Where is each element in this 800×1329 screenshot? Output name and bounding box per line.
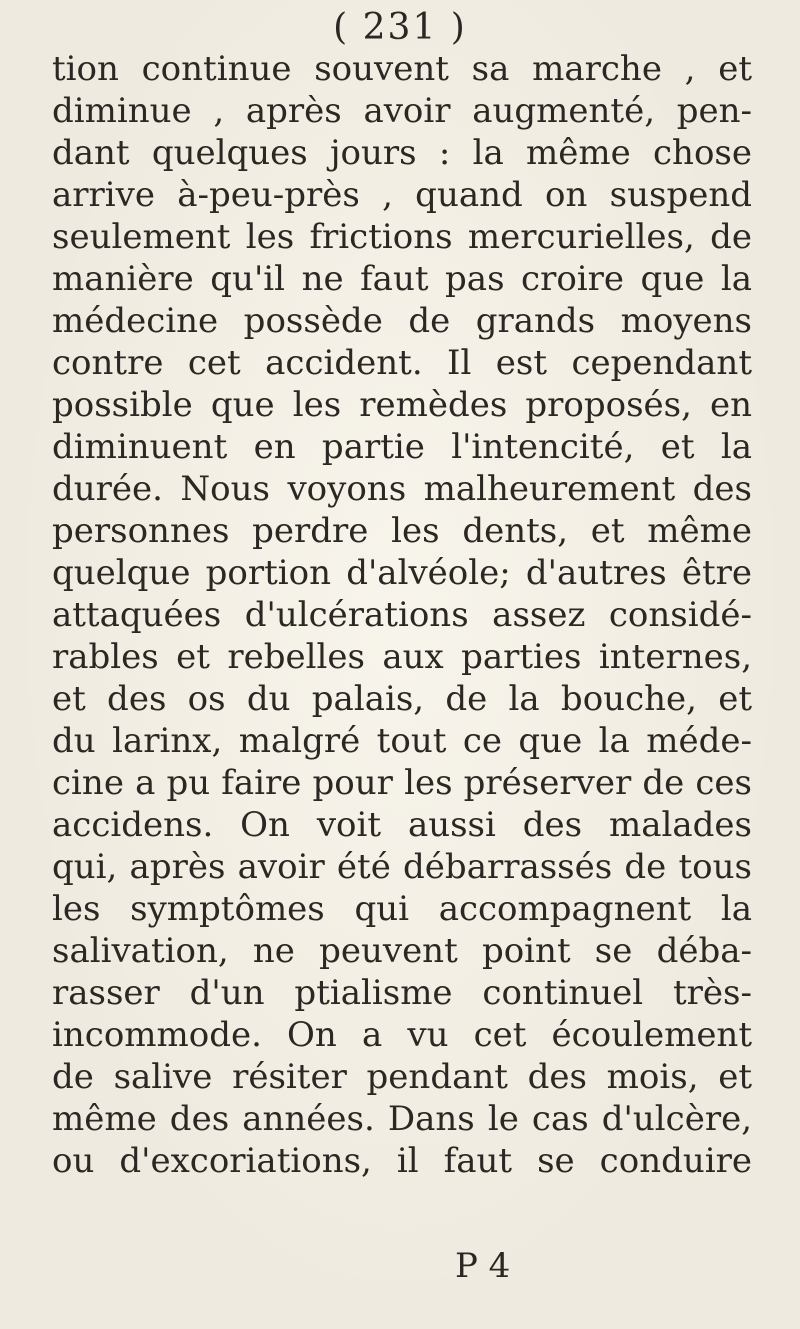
text-line: de salive résiter pendant des mois, et: [52, 1057, 752, 1097]
text-line: les symptômes qui accompagnent la: [52, 889, 752, 929]
text-line: salivation, ne peuvent point se déba-: [52, 931, 752, 971]
text-line: rables et rebelles aux parties internes,: [52, 637, 752, 677]
text-line: incommode. On a vu cet écoulement: [52, 1015, 752, 1055]
text-line: dant quelques jours : la même chose: [52, 133, 752, 173]
text-line: possible que les remèdes proposés, en: [52, 385, 752, 425]
text-line: diminuent en partie l'intencité, et la: [52, 427, 752, 467]
text-line: et des os du palais, de la bouche, et: [52, 679, 752, 719]
page-number: ( 231 ): [333, 7, 467, 48]
text-line: quelque portion d'alvéole; d'autres être: [52, 553, 752, 593]
text-line: durée. Nous voyons malheurement des: [52, 469, 752, 509]
text-line: ou d'excoriations, il faut se conduire: [52, 1141, 752, 1181]
text-line: arrive à-peu-près , quand on suspend: [52, 175, 752, 215]
text-line: rasser d'un ptialisme continuel très-: [52, 973, 752, 1013]
text-line: tion continue souvent sa marche , et: [52, 49, 752, 89]
text-line: attaquées d'ulcérations assez considé-: [52, 595, 752, 635]
text-line: accidens. On voit aussi des malades: [52, 805, 752, 845]
text-line: contre cet accident. Il est cependant: [52, 343, 752, 383]
text-line: personnes perdre les dents, et même: [52, 511, 752, 551]
body-text: [52, 48, 752, 1182]
text-line: qui, après avoir été débarrassés de tous: [52, 847, 752, 887]
text-line: manière qu'il ne faut pas croire que la: [52, 259, 752, 299]
signature-mark: P 4: [455, 1246, 511, 1286]
text-line: du larinx, malgré tout ce que la méde-: [52, 721, 752, 761]
text-line: diminue , après avoir augmenté, pen-: [52, 91, 752, 131]
text-line: seulement les frictions mercurielles, de: [52, 217, 752, 257]
text-line: médecine possède de grands moyens: [52, 301, 752, 341]
text-line: même des années. Dans le cas d'ulcère,: [52, 1099, 752, 1139]
text-line: cine a pu faire pour les préserver de ces: [52, 763, 752, 803]
